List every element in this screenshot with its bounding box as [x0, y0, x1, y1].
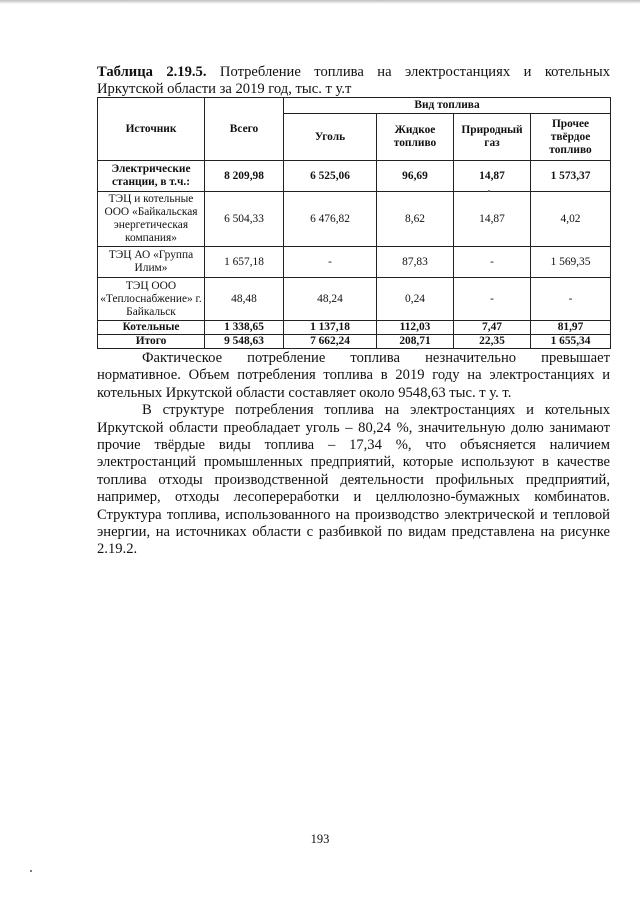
table-cell: ТЭЦ и котельные ООО «Байкальская энергетическая компания» — [98, 192, 205, 247]
table-cell: 96,69 — [377, 161, 454, 192]
table-cell: 14,87 — [454, 161, 531, 192]
table-cell: 8,62 — [377, 192, 454, 247]
table-cell: 1 655,34 — [531, 335, 611, 349]
scan-speck — [30, 870, 32, 872]
table-row — [98, 192, 611, 247]
table-cell: 14,87 — [454, 192, 531, 247]
table-row — [98, 321, 611, 335]
scan-speck — [488, 190, 490, 192]
table-cell: 1 569,35 — [531, 247, 611, 278]
table-cell: 1 137,18 — [284, 321, 377, 335]
paragraph: Фактическое потребление топлива незначительно превышает нормативное. Объем потребления топлива в 2019 году на электростанциях и котельных Иркутской области составляет около 9548,63 тыс. т у. т. — [97, 350, 610, 401]
table-caption-number: Таблица 2.19.5. — [97, 64, 207, 80]
page-number: 193 — [310, 832, 330, 846]
table-cell: 22,35 — [454, 335, 531, 349]
fuel-consumption-table — [97, 97, 611, 349]
table-row — [98, 247, 611, 278]
table-cell: - — [454, 278, 531, 321]
table-cell: 1 657,18 — [205, 247, 284, 278]
table-cell: - — [531, 278, 611, 321]
column-header-liquid-fuel: Жидкое топливо — [377, 114, 454, 161]
table-cell: Котельные — [98, 321, 205, 335]
table-cell: 87,83 — [377, 247, 454, 278]
table-caption — [97, 64, 610, 98]
table-cell: Электрические станции, в т.ч.: — [98, 161, 205, 192]
scan-top-edge — [0, 0, 640, 4]
table-row — [98, 161, 611, 192]
table-cell: 112,03 — [377, 321, 454, 335]
column-header-natural-gas: Природный газ — [454, 114, 531, 161]
column-group-header-fuel-type: Вид топлива — [284, 98, 611, 114]
table-cell: 48,24 — [284, 278, 377, 321]
column-header-coal: Уголь — [284, 114, 377, 161]
column-header-source: Источник — [98, 98, 205, 161]
table-cell: 6 504,33 — [205, 192, 284, 247]
table-cell: 48,48 — [205, 278, 284, 321]
table-cell: 7 662,24 — [284, 335, 377, 349]
body-text — [97, 350, 610, 559]
table-cell: 1 338,65 — [205, 321, 284, 335]
table-cell: 6 525,06 — [284, 161, 377, 192]
table-cell: 8 209,98 — [205, 161, 284, 192]
table-cell: ТЭЦ АО «Группа Илим» — [98, 247, 205, 278]
table-cell: ТЭЦ ООО «Теплоснабжение» г. Байкальск — [98, 278, 205, 321]
table-row — [98, 278, 611, 321]
table-cell: 81,97 — [531, 321, 611, 335]
table-cell: 1 573,37 — [531, 161, 611, 192]
table-cell: - — [454, 247, 531, 278]
table-caption-text: Потребление топлива на электростанциях и котельных Иркутской области за 2019 год, тыс. т у.т — [97, 64, 610, 97]
table-cell: 9 548,63 — [205, 335, 284, 349]
table-cell: 6 476,82 — [284, 192, 377, 247]
table-cell: 7,47 — [454, 321, 531, 335]
column-header-other-solid-fuel: Прочее твёрдое топливо — [531, 114, 611, 161]
table-cell: 208,71 — [377, 335, 454, 349]
table-cell: 4,02 — [531, 192, 611, 247]
table-cell: - — [284, 247, 377, 278]
column-header-total: Всего — [205, 98, 284, 161]
table-cell: Итого — [98, 335, 205, 349]
table-row — [98, 335, 611, 349]
paragraph: В структуре потребления топлива на электростанциях и котельных Иркутской области преобладает уголь – 80,24 %, значительную долю занимают прочие твёрдые виды топлива – 17,34 %, что объясняется наличием электростанций промышленных предприятий, которые используют в качестве топлива отходы производственной деятельности профильных предприятий, например, отходы лесопереработки и целлюлозно-бумажных комбинатов. Структура топлива, использованного на производство электрической и тепловой энергии, на источниках области с разбивкой по видам представлена на рисунке 2.19.2. — [97, 402, 610, 558]
table-cell: 0,24 — [377, 278, 454, 321]
